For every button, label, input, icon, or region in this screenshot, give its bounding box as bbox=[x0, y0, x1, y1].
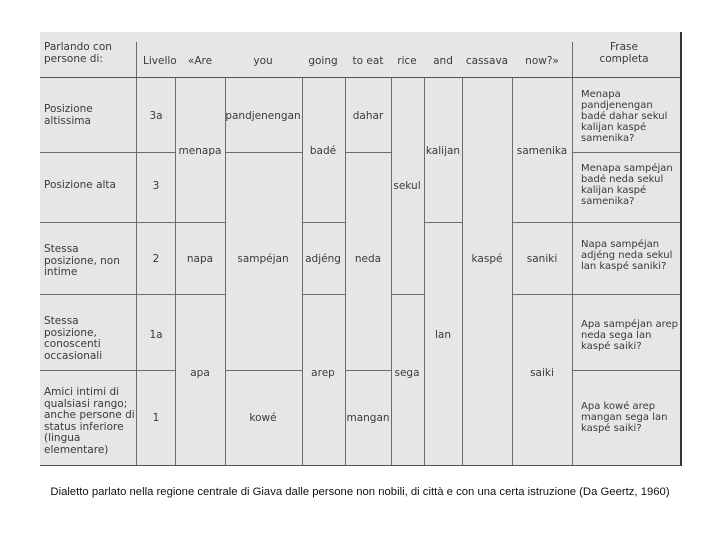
frase-completa: Napa sampéjan adjéng neda sekul lan kaspé saniki? bbox=[581, 239, 673, 272]
cell-rule bbox=[391, 294, 424, 295]
cell-rule bbox=[512, 222, 572, 223]
grid-line bbox=[572, 42, 573, 465]
row-rule bbox=[40, 294, 175, 295]
figure-caption: Dialetto parlato nella regione centrale di Giava dalle persone non nobili, di città e con una certa istruzione (Da Geertz, 1960) bbox=[50, 486, 670, 498]
cell-rule bbox=[345, 152, 391, 153]
cell-rule bbox=[424, 222, 462, 223]
table-scan bbox=[40, 32, 682, 466]
header-you: you bbox=[253, 55, 273, 67]
header-cassava: cassava bbox=[465, 55, 509, 67]
cell-lan: lan bbox=[434, 329, 452, 341]
grid-line bbox=[345, 77, 346, 465]
level-value: 3 bbox=[152, 180, 160, 192]
grid-line bbox=[175, 77, 176, 465]
cell-saiki: saiki bbox=[530, 367, 554, 379]
cell-sega: sega bbox=[394, 367, 420, 379]
row-label: Stessa posizione, non intime bbox=[44, 243, 120, 278]
cell-menapa: menapa bbox=[178, 145, 222, 157]
cell-bade: badé bbox=[309, 145, 337, 157]
cell-sekul: sekul bbox=[393, 180, 421, 192]
cell-kalijan: kalijan bbox=[425, 145, 461, 157]
level-value: 2 bbox=[152, 253, 160, 265]
header-and: and bbox=[433, 55, 453, 67]
header-parlando: Parlando con persone di: bbox=[44, 41, 112, 65]
cell-pandjenengan: pandjenengan bbox=[225, 110, 301, 122]
cell-rule bbox=[175, 222, 225, 223]
row-rule bbox=[40, 222, 175, 223]
cell-samenika: samenika bbox=[516, 145, 568, 157]
grid-line bbox=[512, 77, 513, 465]
row-label: Amici intimi di qualsiasi rango; anche persone di status inferiore (lingua elementare) bbox=[44, 386, 135, 456]
frase-completa: Apa kowé arep mangan sega lan kaspé saiki? bbox=[581, 401, 668, 434]
cell-dahar: dahar bbox=[352, 110, 384, 122]
cell-rule bbox=[225, 152, 302, 153]
frase-completa: Menapa sampéjan badé neda sekul kalijan kaspé samenika? bbox=[581, 163, 673, 207]
cell-saniki: saniki bbox=[526, 253, 558, 265]
cell-rule bbox=[512, 294, 572, 295]
row-rule bbox=[40, 370, 175, 371]
level-value: 1a bbox=[149, 329, 163, 341]
header-to-eat: to eat bbox=[352, 55, 384, 67]
header-rice: rice bbox=[397, 55, 417, 67]
header-going: going bbox=[308, 55, 338, 67]
header-are: «Are bbox=[187, 55, 213, 67]
grid-line bbox=[302, 77, 303, 465]
cell-napa: napa bbox=[186, 253, 214, 265]
row-label: Posizione alta bbox=[44, 179, 116, 191]
grid-line bbox=[462, 77, 463, 465]
cell-rule bbox=[175, 294, 225, 295]
cell-neda: neda bbox=[354, 253, 382, 265]
cell-rule bbox=[302, 294, 345, 295]
grid-line bbox=[391, 77, 392, 465]
cell-kowe: kowé bbox=[249, 412, 277, 424]
cell-apa: apa bbox=[190, 367, 210, 379]
row-rule bbox=[40, 152, 175, 153]
level-value: 1 bbox=[152, 412, 160, 424]
header-now: now?» bbox=[525, 55, 559, 67]
frase-completa: Menapa pandjenengan badé dahar sekul kalijan kaspé samenika? bbox=[581, 89, 668, 144]
cell-rule bbox=[225, 370, 302, 371]
cell-sampejan: sampéjan bbox=[237, 253, 289, 265]
row-rule bbox=[572, 152, 680, 153]
header-rule bbox=[40, 77, 680, 78]
row-label: Stessa posizione, conoscenti occasionali bbox=[44, 315, 103, 362]
row-rule bbox=[572, 370, 680, 371]
row-rule bbox=[572, 222, 680, 223]
row-label: Posizione altissima bbox=[44, 103, 93, 127]
cell-rule bbox=[302, 222, 345, 223]
grid-line bbox=[424, 77, 425, 465]
cell-mangan: mangan bbox=[346, 412, 390, 424]
header-livello: Livello bbox=[143, 55, 177, 67]
cell-rule bbox=[345, 370, 391, 371]
frase-completa: Apa sampéjan arep neda sega lan kaspé saiki? bbox=[581, 319, 679, 352]
row-rule bbox=[572, 294, 680, 295]
grid-line bbox=[225, 77, 226, 465]
cell-arep: arep bbox=[311, 367, 335, 379]
header-frase: Frase completa bbox=[599, 41, 649, 65]
level-value: 3a bbox=[149, 110, 163, 122]
cell-adjeng: adjéng bbox=[305, 253, 341, 265]
cell-kaspe: kaspé bbox=[471, 253, 503, 265]
